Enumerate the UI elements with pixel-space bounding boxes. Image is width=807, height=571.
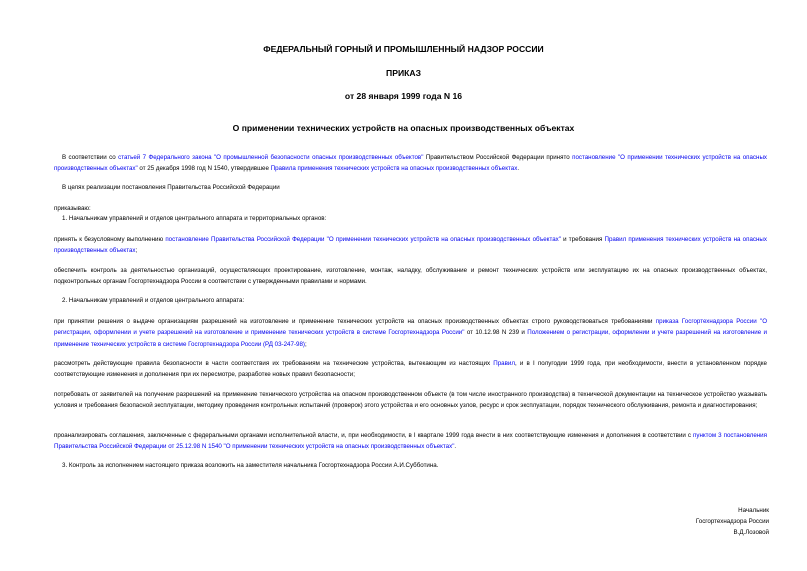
doc-type-heading: ПРИКАЗ — [386, 68, 421, 78]
item2-paragraph-d — [54, 430, 767, 453]
item1-paragraph-b: обеспечить контроль за деятельностью организаций, осуществляющих проектирование, изготовление, монтаж, наладку, обслуживание и ремонт технических устройств или эксплуатацию их на опасных производственных объектах, подконтрольных органам Госгортехнадзора России в соответствии с утвержденными правилами и нормами. — [54, 267, 767, 286]
item2-paragraph-b — [54, 358, 767, 381]
date-number-heading: от 28 января 1999 года N 16 — [344, 91, 463, 101]
signature-organization: Госгортехнадзора России — [695, 518, 769, 525]
application-rules-link[interactable]: Правил применения технических устройств на опасных производственных объектах — [54, 236, 767, 255]
resolution-link[interactable]: постановление "О применении технических устройств на опасных производственных объектах" — [54, 154, 767, 173]
item2a-text-1: при принятии решения о выдаче организациям разрешений на изготовление и применение технических устройств на опасных производственных объектах строго руководствоваться требованиями — [54, 318, 656, 325]
item2b-text-2: , и в I полугодии 1999 года, при необходимости, внести в установленном порядке соответствующие изменения и дополнения при их пересмотре, разработке новых правил безопасности; — [54, 360, 767, 379]
rules-short-link[interactable]: Правил — [493, 360, 515, 367]
item2a-text-2: от 10.12.98 N 239 и — [464, 329, 528, 337]
signature-name: В.Д.Лозовой — [733, 529, 769, 536]
gosgortekhnadzor-order-link[interactable]: приказа Госгортехнадзора России "О регистрации, оформлении и учете разрешений на изготовление и применение технических устройств в системе Госгортехнадзора России" — [54, 318, 768, 337]
preamble-text-1: В соответствии со — [62, 154, 119, 161]
item2b-text-1: рассмотреть действующие правила безопасности в части соответствия их требованиям на технические устройства, вытекающим из настоящих — [54, 360, 494, 367]
item1-heading: 1. Начальникам управлений и отделов центрального аппарата и территориальных органов: — [62, 215, 327, 222]
item3-paragraph: 3. Контроль за исполнением настоящего приказа возложить на заместителя начальника Госгортехнадзора России А.И.Субботина. — [62, 462, 439, 469]
item1a-text-3: ; — [135, 247, 138, 255]
preamble-text-2: Правительством Российской Федерации принято — [423, 154, 573, 161]
item1-paragraph-a — [54, 234, 767, 257]
preamble-text-3: от 25 декабря 1998 год N 1540, утвердившее — [137, 165, 271, 173]
signature-title: Начальник — [738, 507, 769, 514]
government-resolution-link[interactable]: постановление Правительства Российской Федерации "О применении технических устройств на опасных производственных объектах" — [165, 236, 561, 243]
purpose-paragraph: В целях реализации постановления Правительства Российской Федерации — [62, 184, 280, 191]
document-title: О применении технических устройств на опасных производственных объектах — [232, 123, 575, 133]
preamble-paragraph — [54, 152, 767, 175]
rules-link[interactable]: Правила применения технических устройств на опасных производственных объектах — [270, 165, 518, 173]
item2-paragraph-a — [54, 316, 767, 350]
item1a-text-1: принять к безусловному выполнению — [54, 236, 166, 243]
item2d-text-2: . — [454, 443, 457, 451]
item2-heading: 2. Начальникам управлений и отделов центрального аппарата: — [62, 297, 245, 304]
item2a-text-3: ; — [304, 340, 307, 348]
item1a-text-2: и требования — [560, 236, 605, 243]
agency-heading: ФЕДЕРАЛЬНЫЙ ГОРНЫЙ И ПРОМЫШЛЕННЫЙ НАДЗОР РОССИИ — [263, 44, 544, 54]
law-article-7-link[interactable]: статьей 7 Федерального закона "О промышленной безопасности опасных производственных объектов" — [118, 154, 424, 161]
registration-regulation-link[interactable]: Положением о регистрации, оформлении и учете разрешений на изготовление и применение технических устройств в системе Госгортехнадзора России (РД 03-247-98) — [54, 329, 767, 348]
preamble-text-4: . — [517, 165, 520, 173]
item2-paragraph-c: потребовать от заявителей на получение разрешений на применение технического устройства на опасном производственном объекте (в том числе иностранного производства) в технической документации на техническое устройство указывать условия и требования безопасной эксплуатации, методику проведения контрольных испытаний (проверок) этого устройства и его основных узлов, ресурс и срок эксплуатации, порядок технического обслуживания, ремонта и диагностирования; — [54, 391, 767, 410]
item2d-text-1: проанализировать соглашения, заключенные с федеральными органами исполнительной власти, и, при необходимости, в I квартале 1999 года внести в них соответствующие изменения и дополнения в соответствии с — [54, 432, 694, 439]
order-word: приказываю: — [54, 205, 91, 212]
resolution-clause-3-link[interactable]: пунктом 3 постановления Правительства Российской Федерации от 25.12.98 N 1540 "О применении технических устройств на опасных производственных объектах" — [54, 432, 767, 451]
